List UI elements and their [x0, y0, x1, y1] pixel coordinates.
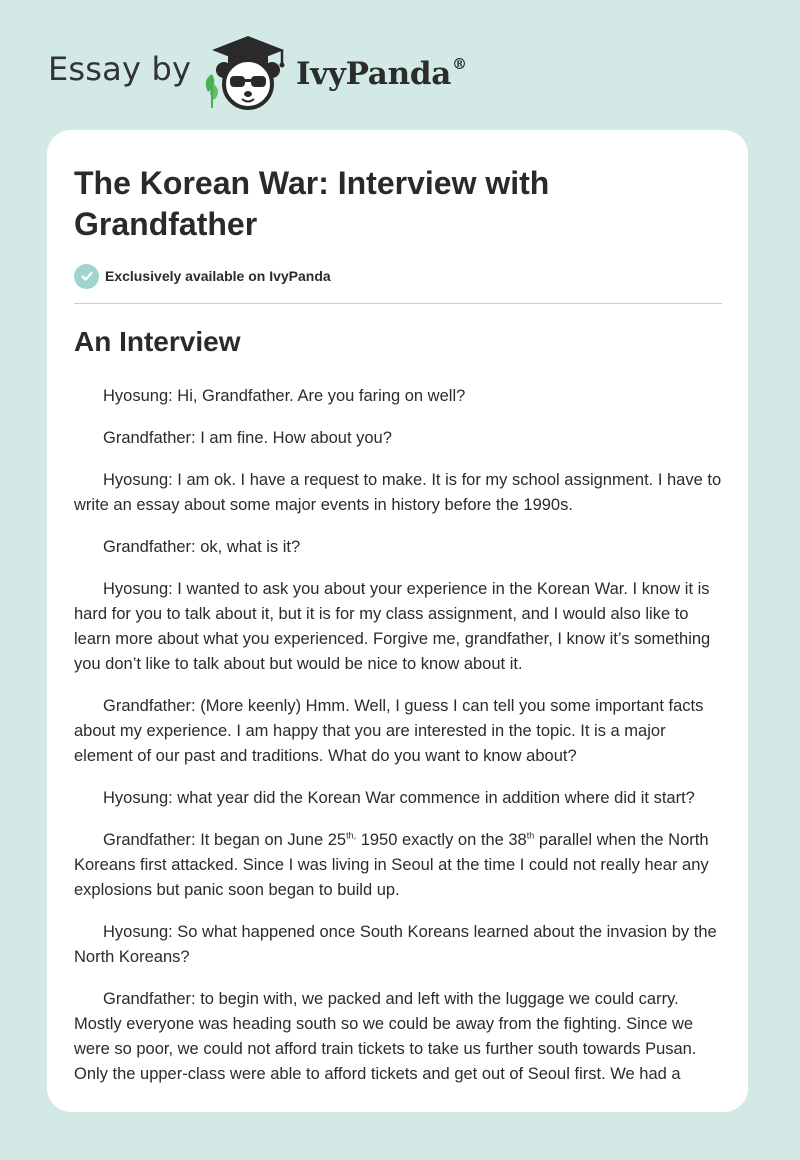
- essay-by-label: Essay by: [48, 50, 192, 88]
- essay-title: The Korean War: Interview with Grandfather: [74, 165, 550, 242]
- essay-body: [74, 384, 724, 1104]
- paragraph: Grandfather: to begin with, we packed and left with the luggage we could carry. Mostly everyone was heading south so we could be away from the fighting. Since we were so poor, we could not afford train tickets to take us further south towards Pusan. Only the upper-class were able to afford tickets and get out of Seoul first. We had a: [74, 990, 697, 1083]
- paragraph: Hyosung: Hi, Grandfather. Are you faring on well?: [103, 387, 466, 405]
- section-heading: An Interview: [74, 326, 241, 357]
- paragraph: Hyosung: I am ok. I have a request to make. It is for my school assignment. I have to write an essay about some major events in history before the 1990s.: [74, 471, 722, 514]
- exclusive-badge-text: Exclusively available on IvyPanda: [105, 268, 331, 284]
- paragraph: Grandfather: I am fine. How about you?: [103, 429, 392, 447]
- paragraph: Hyosung: So what happened once South Koreans learned about the invasion by the North Koreans?: [74, 923, 717, 966]
- panda-graduate-logo-icon[interactable]: [200, 34, 296, 110]
- check-icon: [74, 264, 99, 289]
- exclusive-badge: [74, 263, 331, 289]
- title-divider: [74, 303, 722, 304]
- paragraph: Grandfather: ok, what is it?: [103, 538, 301, 556]
- essay-card: [47, 130, 748, 1112]
- paragraph: Hyosung: I wanted to ask you about your experience in the Korean War. I know it is hard for you to talk about it, but it is for my class assignment, and I would also like to learn more about what you experienced. Forgive me, grandfather, I know it’s something you don’t like to talk about but would be nice to know about it.: [74, 580, 711, 673]
- site-header: [0, 0, 800, 130]
- paragraph: Hyosung: what year did the Korean War commence in addition where did it start?: [103, 789, 695, 807]
- paragraph: Grandfather: (More keenly) Hmm. Well, I guess I can tell you some important facts about my experience. I am happy that you are interested in the topic. It is a major element of our past and traditions. What do you want to know about?: [74, 697, 704, 765]
- ivypanda-brand[interactable]: IvyPanda®: [296, 54, 467, 92]
- paragraph: Grandfather: It began on June $25^{th,}$ 1950 exactly on the 38th parallel when the North Koreans first attacked. Since I was living in Seoul at the time I could not really hear any explosions but panic soon began to build up.: [74, 830, 709, 899]
